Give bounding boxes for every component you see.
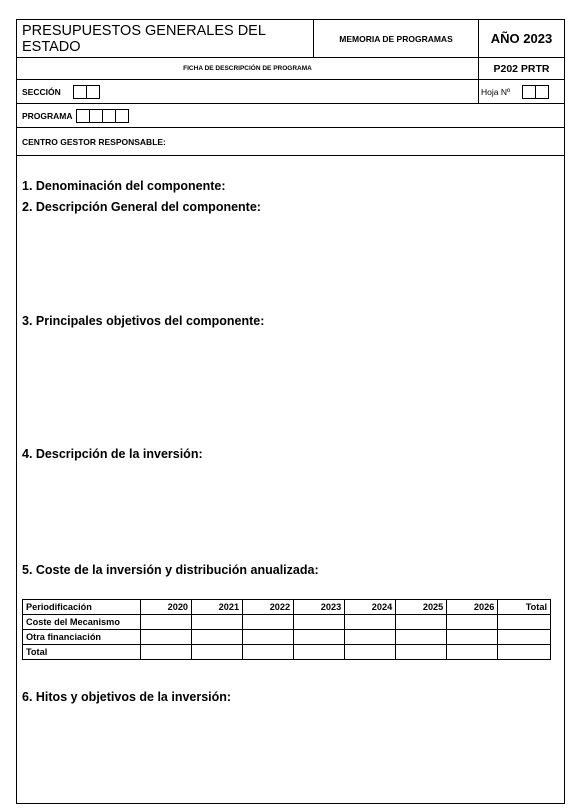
cost-table-header-row xyxy=(23,600,551,615)
table-row xyxy=(23,615,551,630)
seccion-code-boxes[interactable] xyxy=(73,85,100,99)
year-label: AÑO 2023 xyxy=(490,31,553,46)
subheader-row xyxy=(17,58,564,80)
section-4-heading: 4. Descripción de la inversión: xyxy=(22,447,203,461)
row-label-coste: Coste del Mecanismo xyxy=(23,615,141,630)
table-header-cell: Total xyxy=(498,600,551,615)
hoja-number-boxes[interactable] xyxy=(522,85,549,99)
hoja-label: Hoja Nº xyxy=(481,86,511,97)
table-header-cell: 2021 xyxy=(192,600,243,615)
row-label-total: Total xyxy=(23,645,141,660)
table-row xyxy=(23,630,551,645)
section-1-heading: 1. Denominación del componente: xyxy=(22,179,226,193)
section-5-heading: 5. Coste de la inversión y distribución anualizada: xyxy=(22,563,319,577)
table-row xyxy=(23,645,551,660)
table-header-cell: 2026 xyxy=(447,600,498,615)
table-header-cell: 2024 xyxy=(345,600,396,615)
programa-row xyxy=(17,104,564,128)
table-header-cell: 2022 xyxy=(243,600,294,615)
centro-row xyxy=(17,128,564,156)
table-header-cell: 2025 xyxy=(396,600,447,615)
cost-table xyxy=(22,599,551,660)
section-2-heading: 2. Descripción General del componente: xyxy=(22,200,261,214)
program-code: P202 PRTR xyxy=(493,62,550,75)
ficha-label: FICHA DE DESCRIPCIÓN DE PROGRAMA xyxy=(183,65,312,72)
section-6-heading: 6. Hitos y objetivos de la inversión: xyxy=(22,690,232,704)
table-header-cell: 2023 xyxy=(294,600,345,615)
table-header-cell: 2020 xyxy=(141,600,192,615)
page-title: PRESUPUESTOS GENERALES DEL ESTADO xyxy=(22,22,266,55)
centro-label: CENTRO GESTOR RESPONSABLE: xyxy=(22,136,166,147)
row-label-otra: Otra financiación xyxy=(23,630,141,645)
table-header-cell: Periodificación xyxy=(23,600,141,615)
section-3-heading: 3. Principales objetivos del componente: xyxy=(22,314,265,328)
memoria-label: MEMORIA DE PROGRAMAS xyxy=(339,33,453,44)
programa-label: PROGRAMA xyxy=(22,110,73,121)
header-row xyxy=(17,20,564,58)
programa-code-boxes[interactable] xyxy=(76,109,129,123)
seccion-row xyxy=(17,80,564,104)
seccion-label: SECCIÓN xyxy=(22,86,61,97)
form-frame xyxy=(16,19,565,804)
